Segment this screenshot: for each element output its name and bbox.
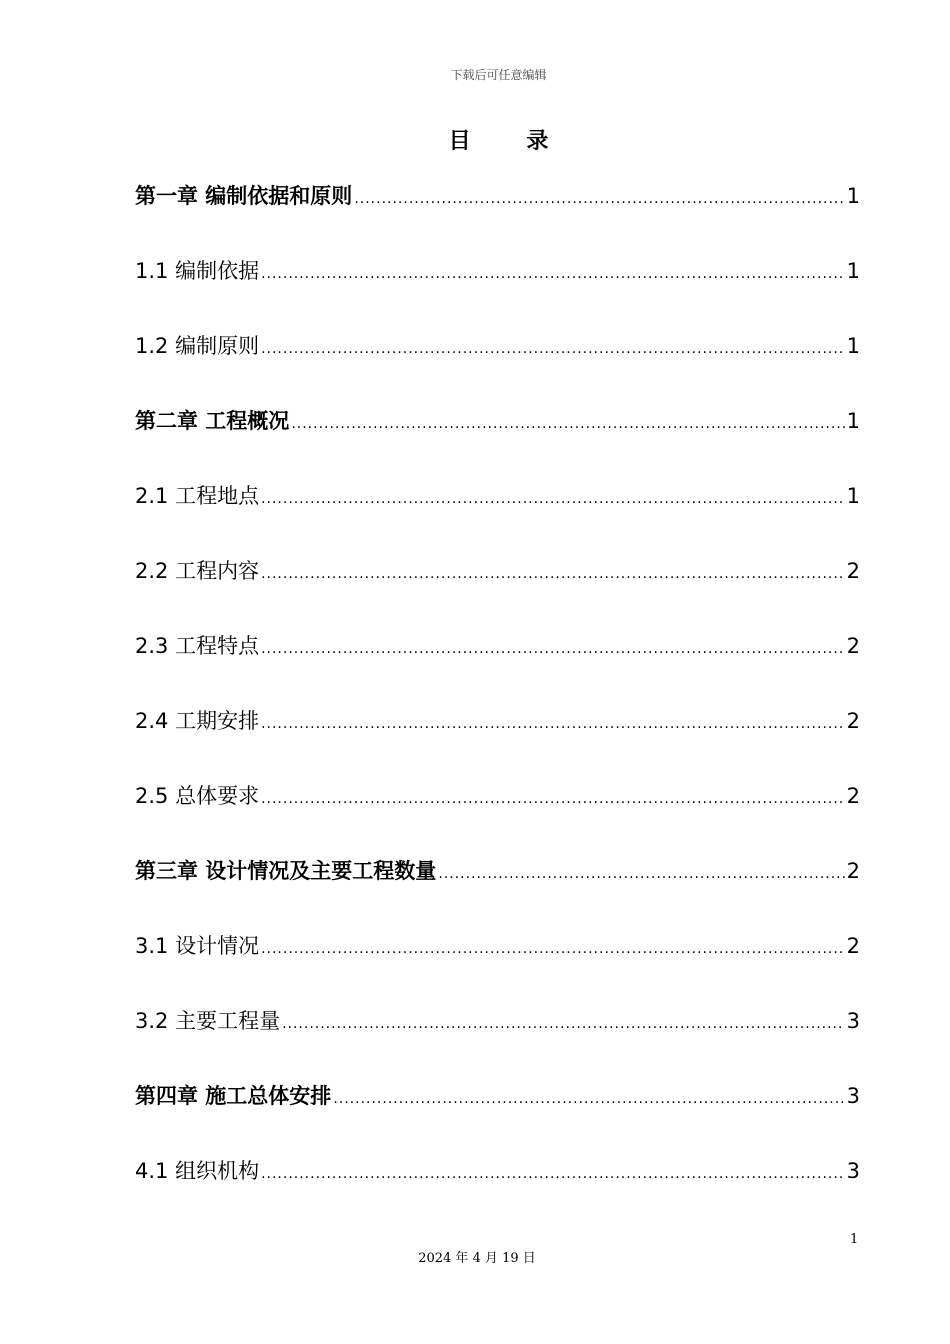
footer-date: 2024 年 4 月 19 日 [418,1251,536,1266]
toc-entry-2-4[interactable] [135,700,860,775]
toc-entry-page: 2 [846,709,860,733]
toc-entry-chapter-4[interactable] [135,1075,860,1150]
toc-entry-label: 1.1 编制依据 [135,259,260,283]
toc-entry-page: 3 [846,1009,860,1033]
toc-entry-label: 第三章 设计情况及主要工程数量 [135,859,437,883]
toc-entry-label: 2.1 工程地点 [135,484,260,508]
toc-dot-leader [261,1153,845,1195]
toc-entry-3-2[interactable] [135,1000,860,1075]
toc-dot-leader [333,1078,844,1120]
toc-entry-page: 1 [846,484,860,508]
toc-entry-2-5[interactable] [135,775,860,850]
toc-dot-leader [282,1003,845,1045]
toc-entry-label: 3.1 设计情况 [135,934,260,958]
toc-entry-page: 3 [846,1159,860,1183]
toc-entry-chapter-1[interactable] [135,175,860,250]
toc-entry-label: 第一章 编制依据和原则 [135,184,353,208]
toc-entry-page: 1 [846,334,860,358]
page-number: 1 [850,1232,859,1247]
toc-entry-page: 3 [846,1084,860,1108]
toc-dot-leader [291,403,844,445]
toc-entry-chapter-3[interactable] [135,850,860,925]
toc-entry-page: 2 [846,784,860,808]
toc-entry-page: 2 [846,559,860,583]
toc-entry-1-1[interactable] [135,250,860,325]
toc-dot-leader [261,553,845,595]
toc-dot-leader [354,178,844,220]
toc-entry-label: 1.2 编制原则 [135,334,260,358]
toc-entry-page: 2 [846,634,860,658]
toc-entry-4-1[interactable] [135,1150,860,1225]
toc-dot-leader [438,853,844,895]
toc-dot-leader [261,778,845,820]
toc-entry-label: 第四章 施工总体安排 [135,1084,332,1108]
toc-entry-2-1[interactable] [135,475,860,550]
toc-dot-leader [261,328,845,370]
toc-entry-label: 3.2 主要工程量 [135,1009,281,1033]
toc-entry-label: 第二章 工程概况 [135,409,290,433]
toc-title: 目 录 [448,129,573,154]
toc-entry-page: 1 [846,409,860,433]
toc-entry-label: 4.1 组织机构 [135,1159,260,1183]
table-of-contents [135,175,860,1225]
toc-entry-1-2[interactable] [135,325,860,400]
header-note: 下载后可任意编辑 [450,68,547,82]
toc-entry-label: 2.5 总体要求 [135,784,260,808]
toc-dot-leader [261,928,845,970]
toc-entry-label: 2.4 工期安排 [135,709,260,733]
toc-dot-leader [261,253,845,295]
toc-entry-label: 2.2 工程内容 [135,559,260,583]
toc-dot-leader [261,478,845,520]
toc-entry-chapter-2[interactable] [135,400,860,475]
toc-entry-page: 2 [846,934,860,958]
toc-entry-2-2[interactable] [135,550,860,625]
toc-entry-3-1[interactable] [135,925,860,1000]
toc-entry-page: 1 [846,259,860,283]
toc-entry-page: 1 [846,184,860,208]
toc-dot-leader [261,703,845,745]
toc-dot-leader [261,628,845,670]
toc-entry-label: 2.3 工程特点 [135,634,260,658]
toc-entry-page: 2 [846,859,860,883]
toc-entry-2-3[interactable] [135,625,860,700]
